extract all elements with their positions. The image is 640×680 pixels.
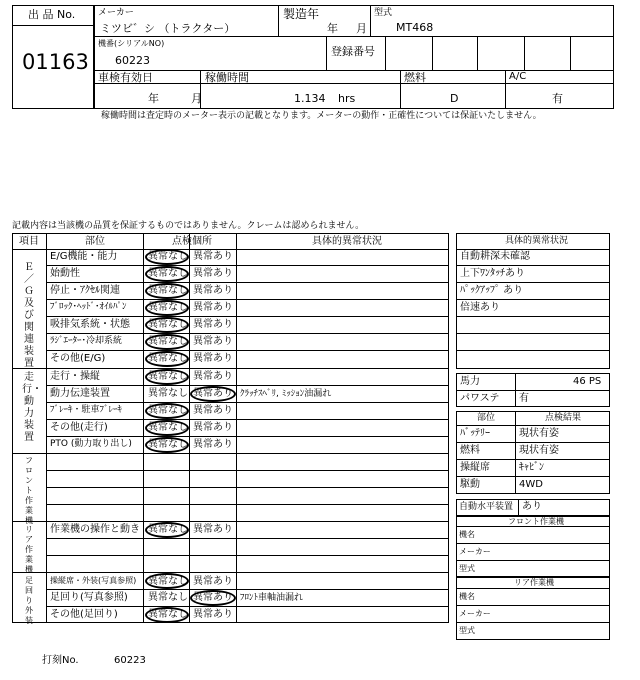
inspection-label: 車検有効日: [98, 71, 153, 84]
col-header-item: 項目: [19, 236, 39, 247]
col-header-detail: 具体的異常状況: [312, 236, 382, 247]
ac-label: A/C: [509, 71, 527, 82]
hours-value: 1.134: [294, 92, 326, 105]
check-mark-oval: [145, 249, 189, 265]
check-mark-oval: [145, 403, 189, 419]
hours-label: 稼働時間: [205, 71, 249, 84]
front-implement-header: フロント作業機: [508, 517, 564, 526]
maker-label: メーカー: [98, 8, 134, 18]
row-part: 始動性: [50, 268, 80, 279]
power-steering-value: 有: [519, 393, 529, 404]
maker-value: ミツビ゛シ （トラクター）: [100, 22, 236, 35]
rear-name-label: 機名: [459, 592, 475, 601]
part-label: 駆動: [460, 479, 480, 490]
status-normal: 異常なし: [148, 388, 188, 399]
quality-disclaimer: 記載内容は当該機の品質を保証するものではありません。クレームは認められません。: [12, 221, 365, 231]
front-model-label: 型式: [459, 564, 475, 573]
row-part: その他(足回り): [50, 609, 118, 620]
model-value: MT468: [396, 21, 434, 34]
check-mark-oval: [145, 283, 189, 299]
row-detail: ﾌﾛﾝﾄ車軸油漏れ: [240, 593, 304, 603]
part-value: 4WD: [519, 479, 543, 490]
auto-level-value: あり: [522, 501, 542, 512]
row-part: 操縦席・外装(写真参照): [50, 576, 137, 585]
group-rear-implement: リア作業機: [25, 525, 33, 574]
lot-number-value: 01163: [22, 50, 89, 74]
group-drive: 走行・動力装置: [22, 372, 42, 443]
inspection-year: 年: [148, 92, 159, 105]
row-part: その他(走行): [50, 422, 108, 433]
check-mark-oval: [145, 317, 189, 333]
part-value: 現状有姿: [519, 445, 559, 456]
right-detail-item: 倍速あり: [460, 302, 500, 313]
year-label: 製造年: [283, 7, 320, 21]
check-mark-oval: [145, 573, 189, 589]
check-mark-oval: [145, 607, 189, 623]
year-unit-y: 年: [327, 22, 338, 35]
check-mark-oval: [145, 351, 189, 367]
row-part: PTO (動力取り出し): [50, 439, 132, 449]
power-label: 馬力: [460, 376, 480, 387]
row-part: 動力伝達装置: [50, 388, 110, 399]
stamp-number-label: 打刻No.: [42, 655, 79, 666]
fuel-value: D: [450, 92, 459, 105]
result-header: 点検結果: [545, 413, 582, 423]
front-maker-label: メーカー: [459, 547, 491, 556]
check-mark-oval: [190, 590, 236, 606]
row-part: 作業機の操作と動き: [50, 524, 140, 535]
col-header-part: 部位: [85, 236, 105, 247]
inspection-month: 月: [191, 92, 202, 105]
serial-value: 60223: [115, 54, 150, 67]
rear-maker-label: メーカー: [459, 609, 491, 618]
power-steering-label: パワステ: [460, 393, 500, 404]
check-mark-oval: [145, 437, 189, 453]
part-label: 操縦席: [460, 462, 490, 473]
check-mark-oval: [190, 386, 236, 402]
fuel-label: 燃料: [404, 71, 426, 84]
group-front-implement: フロント作業機: [25, 456, 33, 525]
power-value: 46 PS: [573, 376, 602, 387]
group-undercarriage: 足回り外装: [25, 576, 33, 625]
part-value: ｷｬﾋﾞﾝ: [519, 462, 544, 473]
part-label: ﾊﾞｯﾃﾘｰ: [460, 428, 490, 439]
rear-model-label: 型式: [459, 626, 475, 635]
row-part: 走行・操縦: [50, 371, 100, 382]
model-label: 型式: [374, 8, 393, 18]
check-mark-oval: [145, 266, 189, 282]
status-normal: 異常なし: [148, 592, 188, 603]
year-unit-m: 月: [356, 22, 367, 35]
right-detail-item: ﾊﾟｯｸｱｯﾌﾟ あり: [460, 285, 524, 296]
part-value: 現状有姿: [519, 428, 559, 439]
hours-disclaimer: 稼働時間は査定時のメーター表示の記載となります。メーターの動作・正確性については保証いたしません。: [101, 111, 542, 121]
row-part: ﾌﾞﾛｯｸ･ﾍｯﾄﾞ･ｵｲﾙﾊﾟﾝ: [50, 302, 127, 312]
row-part: ﾗｼﾞｴｰﾀｰ･冷却系統: [50, 336, 123, 346]
group-engine: Ｅ／Ｇ及び関連装置: [24, 262, 34, 369]
check-mark-oval: [145, 420, 189, 436]
serial-label: 機番(シリアルNO): [98, 39, 165, 48]
registration-label: 登録番号: [331, 45, 375, 58]
col-header-check: 点検個所: [172, 236, 212, 247]
parts-header: 部位: [477, 413, 496, 423]
part-label: 燃料: [460, 445, 480, 456]
row-part: 足回り(写真参照): [50, 592, 128, 603]
row-part: E/G機能・能力: [50, 251, 118, 262]
row-detail: ｸﾗｯﾁｽﾍﾞﾘ, ﾐｯｼｮﾝ油漏れ: [240, 389, 332, 399]
check-mark-oval: [145, 334, 189, 350]
right-detail-item: 上下ﾜﾝﾀｯﾁあり: [460, 268, 525, 279]
row-part: 停止・ｱｸｾﾙ関連: [50, 285, 120, 296]
lot-number-label: 出 品 No.: [28, 8, 76, 21]
hours-unit: hrs: [338, 92, 356, 105]
row-part: 吸排気系統・状態: [50, 319, 130, 330]
row-part: その他(E/G): [50, 353, 106, 364]
check-mark-oval: [145, 369, 189, 385]
front-name-label: 機名: [459, 530, 475, 539]
auto-level-label: 自動水平装置: [459, 502, 514, 512]
stamp-number-value: 60223: [114, 655, 146, 666]
right-detail-header: 具体的異常状況: [505, 236, 569, 246]
right-detail-item: 自動耕深未確認: [460, 251, 530, 262]
check-mark-oval: [145, 522, 189, 538]
rear-implement-header: リア作業機: [514, 578, 554, 587]
check-mark-oval: [145, 300, 189, 316]
ac-value: 有: [552, 92, 563, 105]
row-part: ﾌﾞﾚｰｷ・駐車ﾌﾞﾚｰｷ: [50, 405, 123, 415]
